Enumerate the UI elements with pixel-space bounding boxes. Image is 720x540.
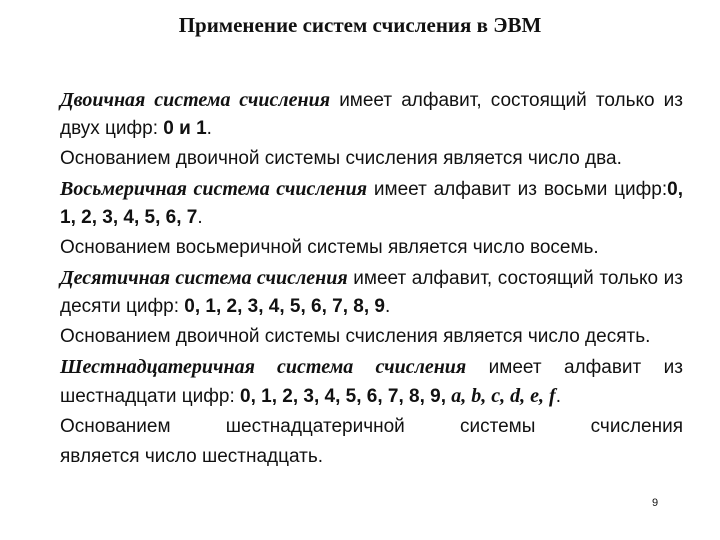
hex-term: Шестнадцатеричная система счисления: [60, 356, 467, 378]
decimal-digits: 0, 1, 2, 3, 4, 5, 6, 7, 8, 9: [184, 296, 385, 317]
octal-text: имеет алфавит из восьми цифр:: [367, 179, 668, 200]
binary-digits: 0 и 1: [163, 118, 207, 139]
slide-body: [60, 86, 683, 473]
octal-period: .: [197, 207, 203, 228]
hex-definition: [60, 353, 683, 411]
binary-term: Двоичная система счисления: [60, 89, 331, 111]
slide-title: Применение систем счисления в ЭВМ: [178, 13, 542, 37]
hex-base-line1: Основанием шестнадцатеричной системы счисления: [60, 416, 683, 437]
page-number: 9: [652, 497, 659, 509]
octal-term: Восьмеричная система счисления: [60, 178, 368, 200]
decimal-period: .: [384, 296, 391, 317]
hex-letter-digits: a, b, c, d, e, f: [451, 385, 556, 407]
binary-text: имеет алфавит, состоящий только из двух цифр:: [60, 90, 683, 139]
decimal-term: Десятичная система счисления: [60, 267, 348, 289]
hex-text: имеет алфавит из шестнадцати цифр:: [60, 357, 683, 407]
hex-base-line2: является число шестнадцать.: [60, 446, 324, 467]
binary-period: .: [206, 118, 212, 139]
hex-period: .: [555, 386, 561, 407]
decimal-definition: [60, 264, 683, 321]
octal-digits: 0, 1, 2, 3, 4, 5, 6, 7: [60, 179, 683, 228]
octal-base: Основанием восьмеричной системы является число восемь.: [60, 237, 599, 258]
binary-base: Основанием двоичной системы счисления является число два.: [60, 148, 622, 169]
hex-numeric-digits: 0, 1, 2, 3, 4, 5, 6, 7, 8, 9,: [240, 386, 452, 407]
decimal-text: имеет алфавит, состоящий только из десяти цифр:: [60, 268, 683, 317]
hex-digits: [240, 386, 556, 407]
binary-definition: [60, 86, 683, 143]
octal-definition: [60, 175, 683, 232]
decimal-base: Основанием двоичной системы счисления является число десять.: [60, 326, 651, 347]
